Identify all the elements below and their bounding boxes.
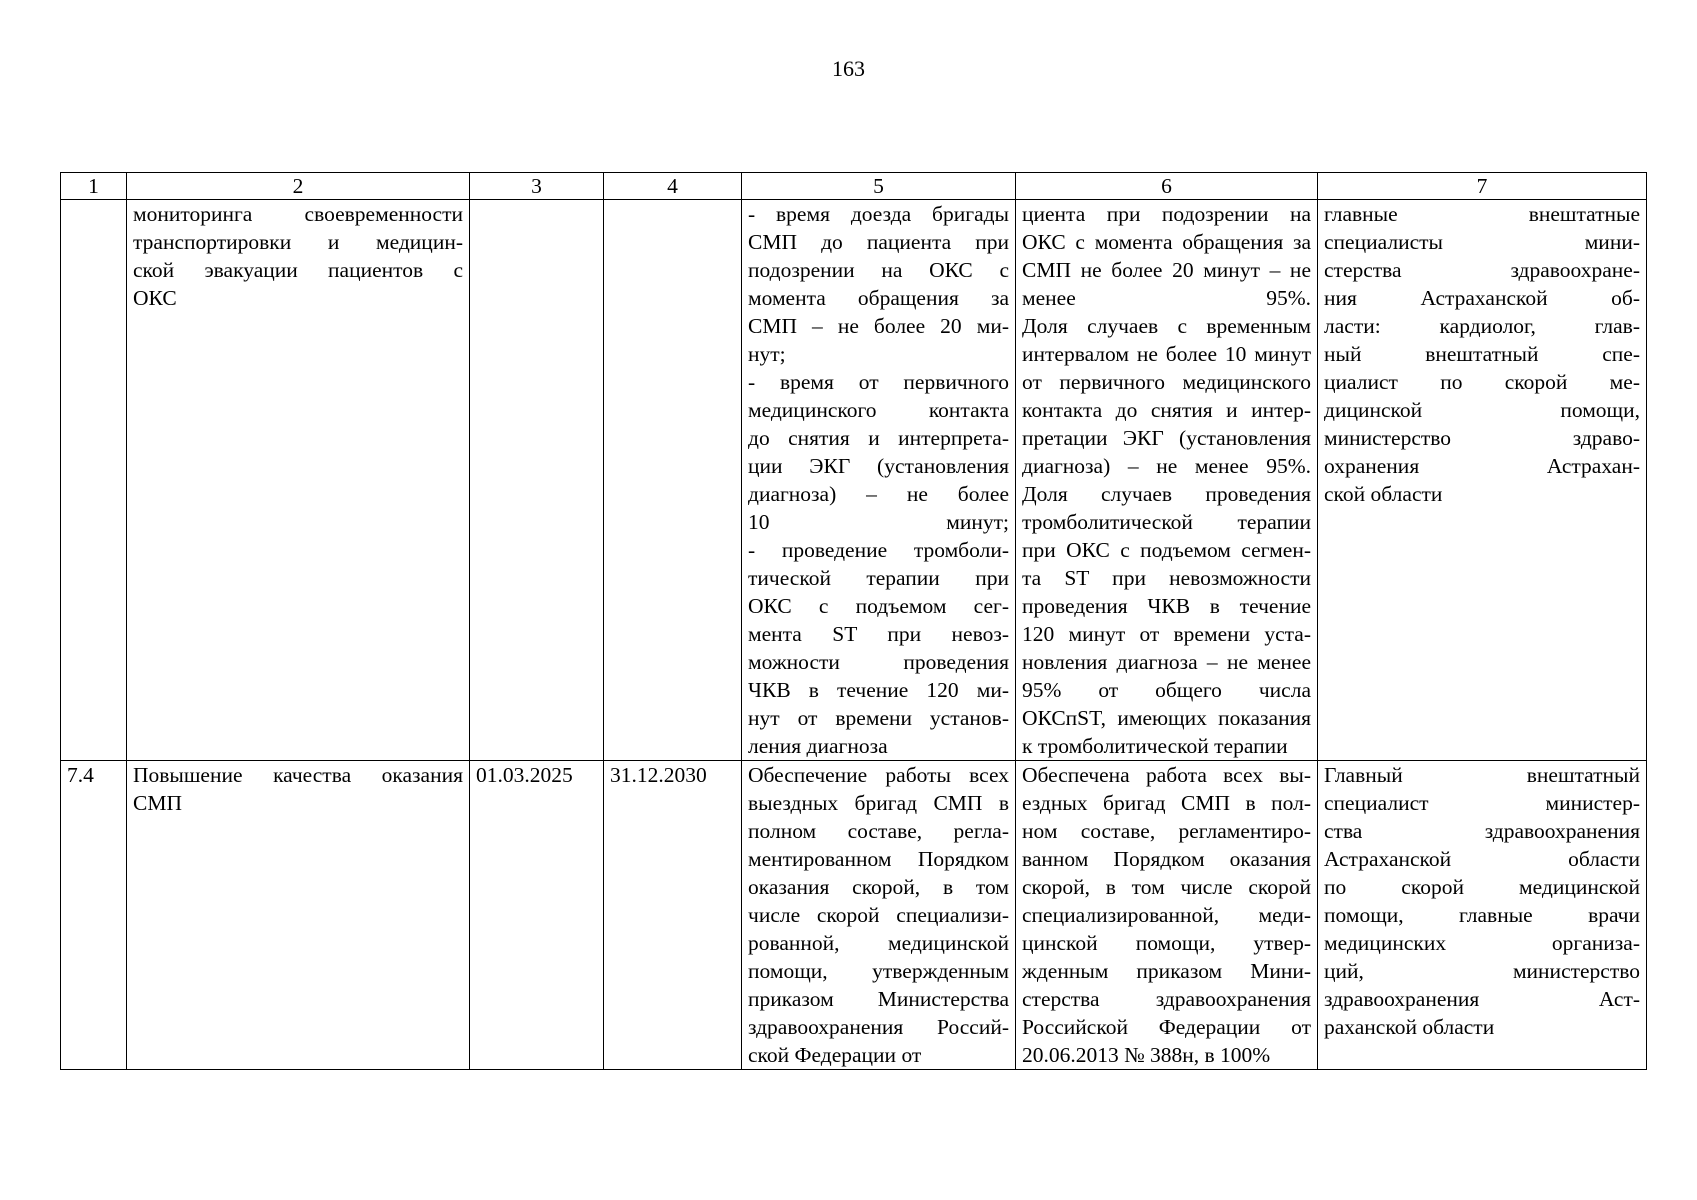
- description-cell: [742, 200, 1016, 761]
- cell-text-line: диагноза) – не более: [748, 482, 1009, 506]
- header-col-3: 3: [470, 173, 604, 200]
- header-col-7: 7: [1318, 173, 1647, 200]
- cell-text-line: ОКС с подъемом сег-: [748, 594, 1009, 618]
- cell-text-line: претации ЭКГ (установления: [1022, 426, 1311, 450]
- cell-text-line: нут;: [748, 342, 786, 366]
- cell-text-line: рованной, медицинской: [748, 931, 1009, 955]
- cell-text-line: подозрении на ОКС с: [748, 258, 1009, 282]
- cell-text-line: диагноза) – не менее 95%.: [1022, 454, 1311, 478]
- cell-text-line: менее 95%.: [1022, 286, 1311, 310]
- cell-text-line: - время доезда бригады: [748, 202, 1009, 226]
- cell-text-line: выездных бригад СМП в: [748, 791, 1009, 815]
- header-row: [61, 173, 1647, 200]
- table-row: [61, 200, 1647, 761]
- cell-text-line: медицинского контакта: [748, 398, 1009, 422]
- cell-text-line: цинской помощи, утвер-: [1022, 931, 1311, 955]
- cell-text-line: ния Астраханской об-: [1324, 286, 1640, 310]
- cell-text-line: ОКСпST, имеющих показания: [1022, 706, 1311, 730]
- cell-text-line: Обеспечение работы всех: [748, 763, 1009, 787]
- end-date-cell: [604, 200, 742, 761]
- cell-text-line: ном составе, регламентиро-: [1022, 819, 1311, 843]
- cell-text-line: мента ST при невоз-: [748, 622, 1009, 646]
- cell-text-line: нут от времени установ-: [748, 706, 1009, 730]
- cell-text-line: СМП: [133, 791, 182, 815]
- cell-text-line: мониторинга своевременности: [133, 202, 463, 226]
- cell-text-line: 10 минут;: [748, 510, 1009, 534]
- cell-text-line: дицинской помощи,: [1324, 398, 1640, 422]
- plan-table: [60, 172, 1647, 1070]
- result-cell: [1016, 761, 1318, 1070]
- cell-text-line: числе скорой специализи-: [748, 903, 1009, 927]
- cell-text-line: та ST при невозможности: [1022, 566, 1311, 590]
- cell-text-line: проведения ЧКВ в течение: [1022, 594, 1311, 618]
- cell-text-line: скорой, в том числе скорой: [1022, 875, 1311, 899]
- end-date-cell: 31.12.2030: [604, 761, 742, 1070]
- cell-text-line: стерства здравоохранения: [1022, 987, 1311, 1011]
- header-col-4: 4: [604, 173, 742, 200]
- cell-text-line: ления диагноза: [748, 734, 888, 758]
- cell-text-line: приказом Министерства: [748, 987, 1009, 1011]
- cell-text-line: СМП – не более 20 ми-: [748, 314, 1009, 338]
- cell-text-line: ментированном Порядком: [748, 847, 1009, 871]
- cell-text-line: ный внештатный спе-: [1324, 342, 1640, 366]
- cell-text-line: раханской области: [1324, 1015, 1495, 1039]
- start-date-cell: [470, 200, 604, 761]
- cell-text-line: при ОКС с подъемом сегмен-: [1022, 538, 1311, 562]
- cell-text-line: можности проведения: [748, 650, 1009, 674]
- cell-text-line: ства здравоохранения: [1324, 819, 1640, 843]
- cell-text-line: до снятия и интерпрета-: [748, 426, 1009, 450]
- cell-text-line: - проведение тромболи-: [748, 538, 1009, 562]
- header-col-6: 6: [1016, 173, 1318, 200]
- cell-text-line: 120 минут от времени уста-: [1022, 622, 1311, 646]
- responsible-cell: [1318, 200, 1647, 761]
- cell-text-line: специализированной, меди-: [1022, 903, 1311, 927]
- header-col-1: 1: [61, 173, 127, 200]
- header-col-2: 2: [127, 173, 470, 200]
- cell-text-line: стерства здравоохране-: [1324, 258, 1640, 282]
- result-cell: [1016, 200, 1318, 761]
- cell-text-line: момента обращения за: [748, 286, 1009, 310]
- cell-text-line: ласти: кардиолог, глав-: [1324, 314, 1640, 338]
- cell-text-line: ской области: [1324, 482, 1443, 506]
- cell-text-line: Астраханской области: [1324, 847, 1640, 871]
- cell-text-line: полном составе, регла-: [748, 819, 1009, 843]
- cell-text-line: СМП до пациента при: [748, 230, 1009, 254]
- header-col-5: 5: [742, 173, 1016, 200]
- cell-text-line: транспортировки и медицин-: [133, 230, 463, 254]
- cell-text-line: ОКС с момента обращения за: [1022, 230, 1311, 254]
- cell-text-line: ции ЭКГ (установления: [748, 454, 1009, 478]
- cell-text-line: Доля случаев с временным: [1022, 314, 1311, 338]
- cell-text-line: Российской Федерации от: [1022, 1015, 1311, 1039]
- cell-text-line: 95% от общего числа: [1022, 678, 1311, 702]
- cell-text-line: Обеспечена работа всех вы-: [1022, 763, 1311, 787]
- cell-text-line: Повышение качества оказания: [133, 763, 463, 787]
- cell-text-line: специалист министер-: [1324, 791, 1640, 815]
- row-number-cell: [61, 200, 127, 761]
- cell-text-line: тромболитической терапии: [1022, 510, 1311, 534]
- start-date-cell: 01.03.2025: [470, 761, 604, 1070]
- cell-text-line: ЧКВ в течение 120 ми-: [748, 678, 1009, 702]
- cell-text-line: главные внештатные: [1324, 202, 1640, 226]
- cell-text-line: ванном Порядком оказания: [1022, 847, 1311, 871]
- cell-text-line: ОКС: [133, 286, 177, 310]
- cell-text-line: медицинских организа-: [1324, 931, 1640, 955]
- cell-text-line: министерство здраво-: [1324, 426, 1640, 450]
- cell-text-line: помощи, утвержденным: [748, 959, 1009, 983]
- cell-text-line: жденным приказом Мини-: [1022, 959, 1311, 983]
- cell-text-line: новления диагноза – не менее: [1022, 650, 1311, 674]
- cell-text-line: здравоохранения Аст-: [1324, 987, 1640, 1011]
- cell-text-line: ций, министерство: [1324, 959, 1640, 983]
- cell-text-line: оказания скорой, в том: [748, 875, 1009, 899]
- cell-text-line: к тромболитической терапии: [1022, 734, 1288, 758]
- cell-text-line: интервалом не более 10 минут: [1022, 342, 1311, 366]
- cell-text-line: по скорой медицинской: [1324, 875, 1640, 899]
- page-number: 163: [832, 56, 865, 81]
- responsible-cell: [1318, 761, 1647, 1070]
- cell-text-line: ской Федерации от: [748, 1043, 922, 1067]
- cell-text-line: ской эвакуации пациентов с: [133, 258, 463, 282]
- cell-text-line: помощи, главные врачи: [1324, 903, 1640, 927]
- event-name-cell: [127, 761, 470, 1070]
- cell-text-line: ездных бригад СМП в пол-: [1022, 791, 1311, 815]
- cell-text-line: циалист по скорой ме-: [1324, 370, 1640, 394]
- cell-text-line: Главный внештатный: [1324, 763, 1640, 787]
- cell-text-line: контакта до снятия и интер-: [1022, 398, 1311, 422]
- cell-text-line: циента при подозрении на: [1022, 202, 1311, 226]
- cell-text-line: здравоохранения Россий-: [748, 1015, 1009, 1039]
- event-name-cell: [127, 200, 470, 761]
- cell-text-line: от первичного медицинского: [1022, 370, 1311, 394]
- row-number-cell: 7.4: [61, 761, 127, 1070]
- cell-text-line: специалисты мини-: [1324, 230, 1640, 254]
- cell-text-line: СМП не более 20 минут – не: [1022, 258, 1311, 282]
- cell-text-line: Доля случаев проведения: [1022, 482, 1311, 506]
- description-cell: [742, 761, 1016, 1070]
- cell-text-line: тической терапии при: [748, 566, 1009, 590]
- table-row: [61, 761, 1647, 1070]
- cell-text-line: охранения Астрахан-: [1324, 454, 1640, 478]
- cell-text-line: - время от первичного: [748, 370, 1009, 394]
- cell-text-line: 20.06.2013 № 388н, в 100%: [1022, 1043, 1271, 1067]
